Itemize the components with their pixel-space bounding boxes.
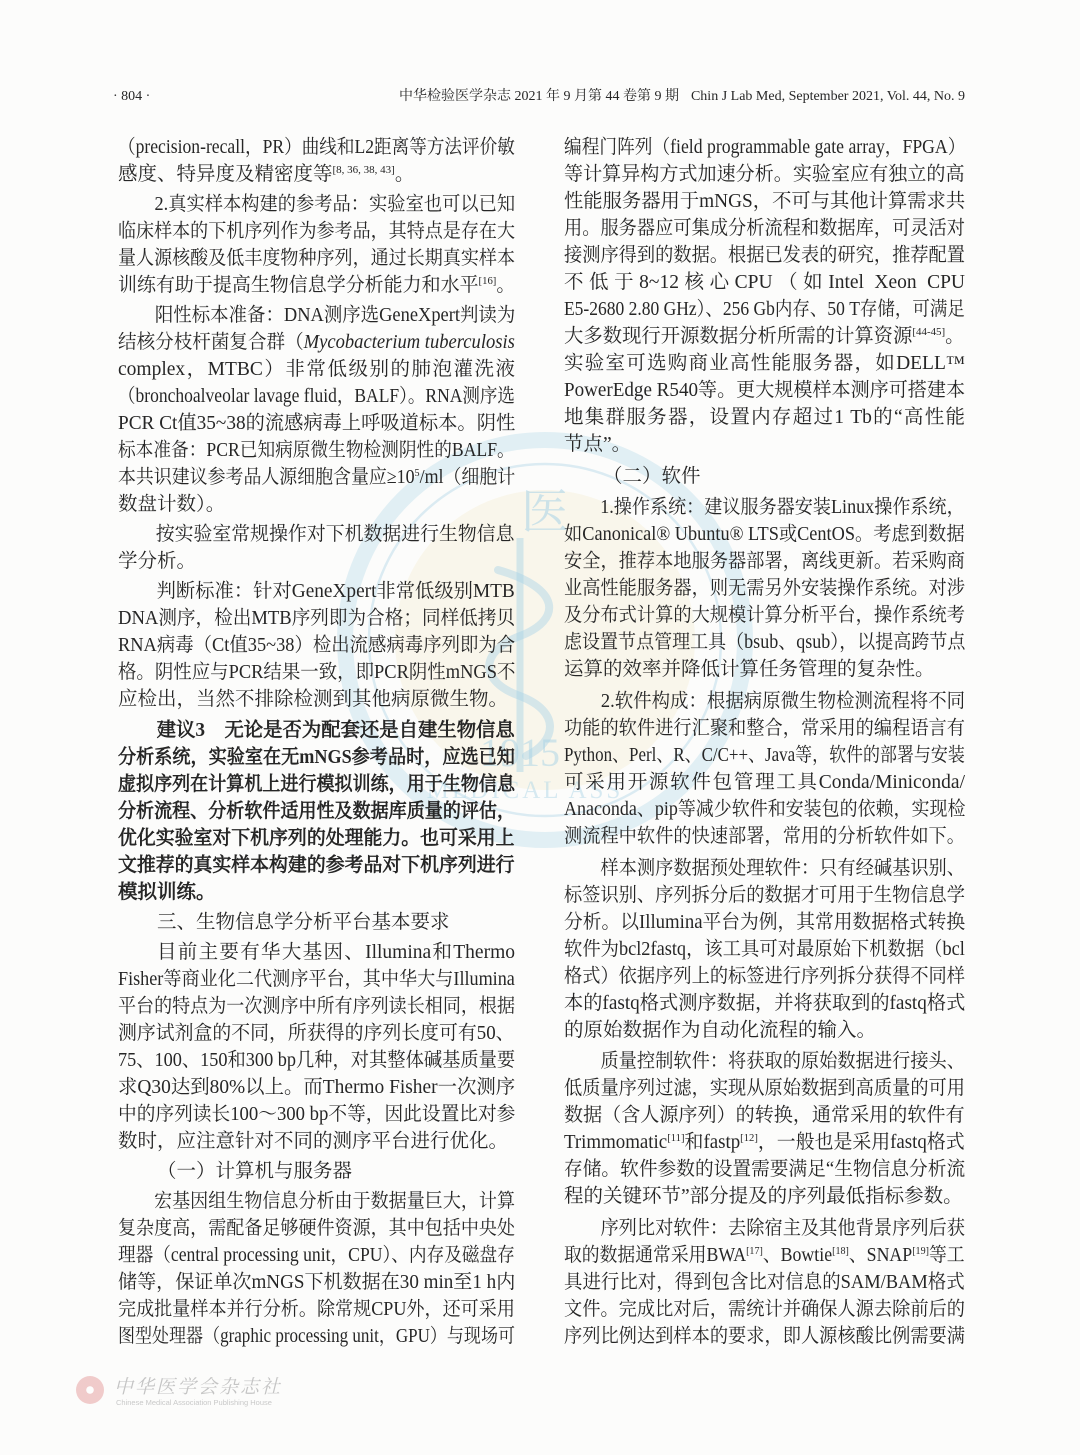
text-line: 虚拟序列在计算机上进行模拟训练，用于生物信息	[118, 773, 516, 795]
text-line: 数据（含人源序列）的转换，通常采用的软件有	[564, 1105, 965, 1127]
text-line: 的原始数据作为自动化流程的输入。	[564, 1019, 877, 1041]
citation-superscript: [18]	[832, 1244, 849, 1257]
text-line: 格。阴性应与PCR结果一致，即PCR阴性mNGS不	[118, 662, 516, 684]
text-line: 平台的特点为一次测序中所有序列读长相同，根据	[118, 995, 516, 1017]
paragraph	[564, 1048, 965, 1210]
paragraph	[118, 302, 515, 518]
text-line: 三、生物信息学分析平台基本要求	[157, 911, 450, 933]
journal-running-header	[300, 86, 965, 108]
text-line: RNA病毒（Ct值35~38）检出流感病毒序列即为合	[118, 635, 516, 657]
text-run: 。	[945, 326, 965, 347]
text-line: （一）计算机与服务器	[157, 1160, 353, 1182]
text-line: 程的关键环节”部分提及的序列最低指标参数。	[564, 1186, 963, 1208]
text-run: 、Bowtie	[762, 1244, 833, 1266]
text-line: 标本准备：PCR已知病原微生物检测阴性的BALF。	[118, 440, 515, 462]
section-heading	[118, 909, 515, 936]
section-heading	[118, 1158, 515, 1185]
paragraph	[564, 1215, 965, 1350]
text-line: 存储。软件参数的设置需要满足“生物信息分析流	[564, 1159, 966, 1181]
text-line	[564, 323, 965, 350]
citation-superscript: [19]	[912, 1244, 929, 1257]
journal-title-cn: 中华检验医学杂志 2021 年 9 月第 44 卷第 9 期	[398, 89, 679, 104]
text-line: 按实验室常规操作对下机数据进行生物信息	[155, 524, 515, 546]
text-line: 实验室可选购商业高性能服务器，如DELL™	[564, 353, 965, 374]
paragraph	[564, 134, 965, 458]
paragraph	[118, 134, 515, 188]
text-line: 文推荐的真实样本构建的参考品对下机序列进行	[118, 854, 515, 876]
text-line: 质量控制软件：将获取的原始数据进行接头、	[600, 1051, 966, 1073]
text-line	[118, 329, 515, 356]
text-line	[118, 464, 516, 491]
text-line: 理器（central processing unit，CPU）、内存及磁盘存	[118, 1244, 515, 1266]
text-run: 取的数据通常采用BWA	[564, 1244, 747, 1266]
paragraph	[118, 191, 515, 299]
text-line: 临床样本的下机序列作为参考品，其特点是存在大	[118, 221, 516, 243]
citation-superscript: [8, 36, 38, 43]	[332, 164, 395, 176]
text-line: Python、Perl、R、C/C++、Java等，软件的部署与安装	[564, 744, 965, 766]
citation-superscript: [11]	[667, 1132, 685, 1145]
superscript: 5	[414, 467, 420, 480]
section-heading	[564, 463, 965, 490]
text-line: 模拟训练。	[118, 881, 216, 903]
text-line: 可采用开源软件包管理工具Conda/Miniconda/	[564, 771, 965, 793]
text-line: 用。服务器应可集成分析流程和数据库，可灵活对	[564, 218, 966, 239]
text-line: 业高性能服务器，则无需另外安装操作系统。对涉	[564, 578, 966, 600]
text-line: 储等，保证单次mNGS下机数据在30 min至1 h内	[118, 1271, 516, 1293]
text-line: DNA测序，检出MTB序列即为合格；同样低拷贝	[118, 608, 516, 630]
text-line: 应检出，当然不排除检测到其他病原微生物。	[118, 689, 509, 711]
text-run: 结核分枝杆菌复合群（	[118, 332, 304, 354]
text-run: 和fastp	[684, 1132, 741, 1154]
text-line: 等计算异构方式加速分析。实验室应有独立的高	[564, 164, 965, 185]
emblem-year: 1915	[480, 730, 560, 775]
text-line: 目前主要有华大基因、Illumina和Thermo	[157, 941, 515, 963]
text-line: 分析流程、分析软件适用性及数据库质量的评估，	[118, 800, 516, 822]
text-line: 学分析。	[118, 551, 197, 573]
text-line: 数时，应注意针对不同的测序平台进行优化。	[118, 1130, 509, 1152]
citation-superscript: [44-45]	[912, 326, 946, 338]
text-run: 训练有助于提高生物信息学分析能力和水平	[118, 275, 479, 297]
text-line: PCR Ct值35~38的流感病毒上呼吸道标本。阴性	[118, 413, 516, 435]
publisher-name-cn: 中华医学会杂志社	[114, 1377, 283, 1398]
text-line: 安全，推荐本地服务器部署，离线更新。若采购商	[564, 551, 966, 573]
paragraph	[564, 688, 965, 850]
text-line: 编程门阵列（field programmable gate array，FPGA）	[564, 137, 966, 158]
italic-term: Mycobacterium tuberculosis	[303, 332, 515, 354]
citation-superscript: [17]	[746, 1244, 763, 1257]
text-run: ，一般也是采用fastq格式	[757, 1132, 965, 1154]
text-line: 宏基因组生物信息分析由于数据量巨大，计算	[154, 1190, 516, 1212]
text-line: 样本测序数据预处理软件：只有经碱基识别、	[600, 857, 966, 879]
emblem-glyph: 医	[520, 484, 570, 540]
text-line: 2.软件构成：根据病原微生物检测流程将不同	[600, 690, 966, 712]
text-line: E5-2680 2.80 GHz）、256 Gb内存、50 T存储，可满足	[564, 299, 965, 320]
text-line: 低质量序列过滤，实现从原始数据到高质量的可用	[564, 1078, 966, 1100]
text-line: 数盘计数）。	[118, 494, 226, 516]
text-run: 。	[496, 275, 516, 297]
text-run: 、SNAP	[848, 1244, 913, 1266]
text-line: 完成批量样本并行分析。除常规CPU外，还可采用	[118, 1298, 515, 1320]
text-line: 软件为bcl2fastq，该工具可对最原始下机数据（bcl	[564, 938, 965, 960]
text-line	[118, 161, 515, 188]
text-line: 2.真实样本构建的参考品：实验室也可以已知	[154, 194, 516, 216]
text-line: 中的序列读长100～300 bp不等，因此设置比对参	[118, 1103, 516, 1125]
text-line: 求Q30达到80%以上。而Thermo Fisher一次测序	[118, 1076, 516, 1098]
paragraph	[564, 855, 965, 1044]
page-number: · 804 ·	[113, 89, 151, 104]
text-line: 阳性标本准备：DNA测序选GeneXpert判读为	[154, 305, 516, 327]
text-line: 运算的效率并降低计算任务管理的复杂性。	[564, 659, 935, 681]
text-line: 节点”。	[564, 434, 632, 455]
emblem-band-text: MEDICAL ASS	[426, 777, 624, 804]
right-column	[564, 134, 965, 1350]
text-line: （precision-recall，PR）曲线和L2距离等方法评价敏	[118, 137, 515, 158]
paragraph	[564, 494, 965, 683]
text-line: 测流程中软件的快速部署，常用的分析软件如下。	[564, 825, 966, 847]
publisher-name-en: Chinese Medical Association Publishing House	[116, 1398, 272, 1407]
text-line: 性能服务器用于mNGS，不可与其他计算需求共	[564, 191, 966, 212]
paragraph	[118, 521, 515, 575]
text-line: 地集群服务器，设置内存超过1 Tb的“高性能	[564, 407, 965, 428]
text-run: /ml（细胞计	[419, 467, 516, 489]
text-line: 标签识别、序列拆分后的数据才可用于生物信息学	[564, 884, 966, 906]
text-line: complex，MTBC）非常低级别的肺泡灌洗液	[118, 359, 515, 381]
text-line: 文件。完成比对后，需统计并确保人源去除前后的	[564, 1298, 966, 1320]
text-line: 图型处理器（graphic processing unit，GPU）与现场可	[118, 1325, 515, 1347]
publisher-logo	[70, 1370, 330, 1414]
text-line	[118, 272, 516, 299]
recommendation-paragraph	[118, 717, 515, 906]
text-line: 具进行比对，得到包含比对信息的SAM/BAM格式	[564, 1271, 965, 1293]
text-line: 本的fastq格式测序数据，并将获取到的fastq格式	[564, 992, 966, 1014]
text-line: 75、100、150和300 bp几种，对其整体碱基质量要	[118, 1049, 516, 1071]
text-line: 量人源核酸及低丰度物种序列，通过长期真实样本	[118, 248, 516, 270]
flower-logo-icon	[76, 1376, 104, 1404]
citation-superscript: [12]	[740, 1132, 758, 1145]
text-run: 等工	[928, 1244, 965, 1266]
text-line: Fisher等商业化二代测序平台，其中华大与Illumina	[118, 968, 515, 990]
text-line	[564, 1242, 965, 1269]
paragraph	[118, 939, 515, 1155]
text-line: 功能的软件进行汇聚和整合，常采用的编程语言有	[564, 717, 966, 739]
text-line: 序列比例达到样本的要求，即人源核酸比例需要满	[564, 1325, 966, 1347]
text-line: 序列比对软件：去除宿主及其他背景序列后获	[600, 1217, 966, 1239]
text-line: 测序试剂盒的不同，所获得的序列长度可有50、	[118, 1022, 515, 1044]
text-line: 及分布式计算的大规模计算分析平台，操作系统考	[564, 605, 966, 627]
text-line	[564, 1129, 965, 1156]
text-line: （bronchoalveolar lavage fluid，BALF）。RNA测序选	[118, 386, 515, 408]
text-line: 接测序得到的数据。根据已发表的研究，推荐配置	[564, 245, 966, 266]
text-line: 复杂度高，需配备足够硬件资源，其中包括中央处	[118, 1217, 516, 1239]
journal-title-en: Chin J Lab Med, September 2021, Vol. 44, No. 9	[690, 89, 965, 104]
text-line: 判断标准：针对GeneXpert非常低级别MTB	[156, 581, 515, 603]
text-run: 大多数现行开源数据分析所需的计算资源	[564, 326, 913, 347]
text-line: 建议3 无论是否为配套还是自建生物信息	[156, 719, 515, 741]
text-line: （二）软件	[603, 465, 701, 487]
text-line: Anaconda、pip等减少软件和安装包的依赖，实现检	[564, 798, 966, 820]
text-line: 分析。以Illumina平台为例，其常用数据格式转换	[564, 911, 966, 933]
text-run: 。	[394, 164, 415, 185]
text-line: 1.操作系统：建议服务器安装Linux操作系统，	[600, 497, 965, 519]
text-line: 不低于8~12核心CPU（如Intel Xeon CPU	[564, 272, 965, 293]
paragraph	[118, 1188, 515, 1350]
left-column	[118, 134, 515, 1350]
text-line: PowerEdge R540等。更大规模样本测序可搭建本	[564, 380, 966, 401]
text-run: 感度、特异度及精密度等	[118, 164, 333, 185]
text-run: Trimmomatic	[564, 1132, 668, 1154]
text-line: 虑设置节点管理工具（bsub、qsub），以提高跨节点	[564, 632, 966, 654]
paragraph	[118, 578, 515, 713]
text-line: 优化实验室对下机序列的处理能力。也可采用上	[118, 827, 515, 849]
text-line: 格式）依据序列上的标签进行序列拆分获得不同样	[564, 965, 966, 987]
text-line: 如Canonical® Ubuntu® LTS或CentOS。考虑到数据	[564, 524, 965, 546]
text-line: 分析系统，实验室在无mNGS参考品时，应选已知	[118, 746, 515, 768]
text-run: 本共识建议参考品人源细胞含量应≥10	[118, 467, 415, 489]
citation-superscript: [16]	[478, 275, 497, 288]
